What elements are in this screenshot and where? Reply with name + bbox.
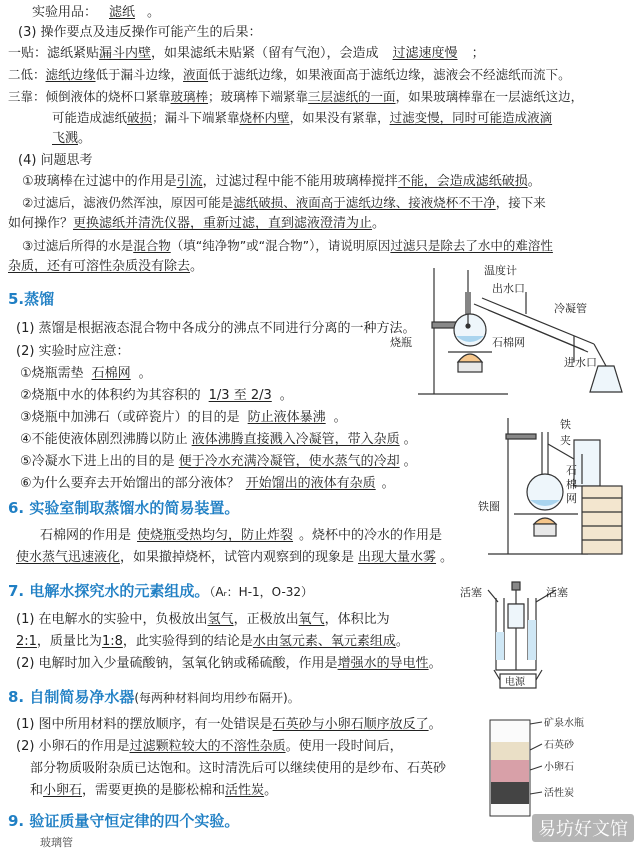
answer: 过滤只是除去了水中的难溶性 — [390, 238, 553, 253]
answer: 更换滤纸并清洗仪器，重新过滤，直到滤液澄清为止 — [73, 216, 373, 231]
answer: 1:8 — [101, 634, 123, 649]
fig-char-1: 铁 — [560, 418, 571, 431]
section-7-title: 7. 电解水探究水的元素组成。（Aᵣ：H-1，O-32） — [8, 582, 314, 600]
sankao-line-2: 可能造成滤纸破损；漏斗下端紧靠烧杯内壁，如果没有紧靠，过滤变慢，同时可能造成液滴 — [52, 110, 553, 125]
section-6-title: 6. 实验室制取蒸馏水的简易装置。 — [8, 499, 240, 517]
bottle-label: 矿泉水瓶 — [544, 718, 584, 729]
erdi-line: 二低：滤纸边缘低于漏斗边缘，液面低于滤纸边缘，如果液面高于滤纸边缘，滤液会不经滤纸而流下。 — [8, 67, 571, 82]
answer: 使水蒸气迅速液化 — [16, 550, 121, 565]
sankao-line-3: 飞溅。 — [52, 131, 92, 146]
electrolysis-figure — [460, 580, 590, 690]
answer: 液体沸腾直接溅入冷凝管，带入杂质 — [191, 432, 400, 447]
answer: 开始馏出的液体有杂质 — [245, 476, 376, 491]
section-8-subtitle: (每两种材料间均用纱布隔开)。 — [134, 691, 300, 705]
answer: 使烧瓶受热均匀，防止炸裂 — [137, 528, 294, 543]
section-8-title: 8. 自制简易净水器(每两种材料间均用纱布隔开)。 — [8, 688, 300, 706]
watermark: 易坊好文馆 — [532, 814, 634, 842]
s7-line-3: (2) 电解时加入少量硫酸钠，氢氧化钠或稀硫酸，作用是增强水的导电性。 — [16, 656, 442, 671]
answer: 石棉网 — [91, 366, 131, 381]
yitie-line: 一贴：滤纸紧贴漏斗内壁，如果滤纸未贴紧（留有气泡），会造成 过滤速度慢 ； — [8, 46, 485, 61]
question-3b: 杂质，还有可溶性杂质没有除去。 — [8, 259, 204, 274]
question-title: (4) 问题思考 — [18, 153, 93, 168]
s5-line-6: ④不能使液体剧烈沸腾以防止 液体沸腾直接溅入冷凝管，带入杂质 。 — [20, 432, 417, 447]
sankao-line-1: 三靠：倾倒液体的烧杯口紧靠玻璃棒；玻璃棒下端紧靠三层滤纸的一面，如果玻璃棒靠在一层滤纸这边， — [8, 89, 584, 104]
answer: 不能，会造成滤纸破损 — [397, 174, 528, 189]
cut-off-label: 玻璃管 — [40, 836, 73, 849]
s8-line-3: 部分物质吸附杂质已达饱和。这时清洗后可以继续使用的是纱布、石英砂 — [30, 761, 447, 776]
answer: 杂质，还有可溶性杂质没有除去 — [8, 259, 191, 274]
s5-line-5: ③烧瓶中加沸石（或碎瓷片）的目的是 防止液体暴沸 。 — [20, 410, 347, 425]
answer: 活性炭 — [225, 783, 265, 798]
fig-char-4: 棉 — [566, 478, 577, 491]
distillation-figure — [388, 262, 634, 402]
answer: 滤纸破损、液面高于滤纸边缘、接液烧杯不干净 — [233, 195, 496, 210]
question-1: ①玻璃棒在过滤中的作用是引流，过滤过程中能不能用玻璃棒搅拌不能，会造成滤纸破损。 — [22, 174, 541, 189]
answer: 过滤速度慢 — [392, 46, 458, 61]
fig-char-2: 夹 — [560, 434, 571, 447]
question-2b: 如何操作？更换滤纸并清洗仪器，重新过滤，直到滤液澄清为止。 — [8, 216, 386, 231]
answer: 混合物 — [133, 238, 171, 253]
asbestos-label: 石棉网 — [492, 336, 525, 349]
inlet-label: 进水口 — [564, 356, 597, 369]
s8-line-4: 和小卵石，需要更换的是膨松棉和活性炭。 — [30, 783, 278, 798]
fig-char-5: 网 — [566, 492, 577, 505]
water-filter-figure — [480, 712, 630, 818]
simple-distill-figure — [478, 414, 628, 566]
iron-ring-label: 铁圈 — [478, 500, 500, 513]
s5-line-1: (1) 蒸馏是根据液态混合物中各成分的沸点不同进行分离的一种方法。 — [16, 321, 416, 336]
answer: 烧杯内壁 — [239, 110, 290, 125]
answer: 出现大量水雾 — [358, 550, 437, 565]
answer: 滤纸 — [109, 5, 136, 20]
supplies-line: 实验用品： 滤纸 。 — [32, 5, 161, 20]
answer: 氧气 — [298, 612, 325, 627]
answer: 三层滤纸的一面 — [308, 89, 396, 104]
s5-line-8: ⑥为什么要弃去开始馏出的部分液体？ 开始馏出的液体有杂质 。 — [20, 476, 395, 491]
pebble-label: 小卵石 — [544, 762, 574, 773]
condenser-label: 冷凝管 — [554, 302, 587, 315]
quartz-label: 石英砂 — [544, 740, 574, 751]
answer: 2:1 — [16, 634, 37, 649]
s5-line-7: ⑤冷凝水下进上出的目的是 便于冷水充满冷凝管，使水蒸气的冷却 。 — [20, 454, 417, 469]
section-5-title: 5.蒸馏 — [8, 290, 55, 308]
section-9-title: 9. 验证质量守恒定律的四个实验。 — [8, 812, 240, 830]
s8-line-1: (1) 图中所用材料的摆放顺序，有一处错误是石英砂与小卵石顺序放反了。 — [16, 717, 442, 732]
power-label: 电源 — [505, 677, 525, 688]
answer: 滤纸边缘 — [45, 67, 96, 82]
answer: 水由氢元素、氧元素组成 — [252, 634, 396, 649]
question-3a: ③过滤后所得的水是混合物（填“纯净物”或“混合物”），请说明原因过滤只是除去了水中的难溶性 — [22, 238, 553, 253]
outlet-label: 出水口 — [492, 282, 525, 295]
s8-line-2: (2) 小卵石的作用是过滤颗粒较大的不溶性杂质。使用一段时间后， — [16, 739, 403, 754]
thermometer-label: 温度计 — [484, 264, 517, 277]
question-2a: ②过滤后，滤液仍然浑浊，原因可能是滤纸破损、液面高于滤纸边缘、接液烧杯不干净，接下来 — [22, 195, 546, 210]
answer: 增强水的导电性 — [337, 656, 429, 671]
s5-line-4: ②烧瓶中水的体积约为其容积的 1/3 至 2/3 。 — [20, 388, 293, 403]
answer: 液面 — [183, 67, 209, 82]
ops-title: (3) 操作要点及违反操作可能产生的后果： — [18, 25, 262, 40]
answer: 石英砂与小卵石顺序放反了 — [272, 717, 429, 732]
s5-line-2: (2) 实验时应注意： — [16, 344, 130, 359]
answer: 1/3 至 2/3 — [208, 388, 272, 403]
s6-line-2: 使水蒸气迅速液化，如果撤掉烧杯，试管内观察到的现象是 出现大量水雾 。 — [16, 550, 454, 565]
answer: 飞溅 — [52, 131, 79, 146]
section-7-subtitle: （Aᵣ：H-1，O-32） — [209, 585, 314, 599]
valve-label-right: 活塞 — [546, 586, 568, 599]
answer: 引流 — [176, 174, 203, 189]
answer: 漏斗内壁 — [99, 46, 152, 61]
answer: 过滤颗粒较大的不溶性杂质 — [129, 739, 286, 754]
s7-line-1: (1) 在电解水的实验中，负极放出氢气，正极放出氧气，体积比为 — [16, 612, 390, 627]
answer: 氢气 — [207, 612, 234, 627]
answer: 过滤变慢，同时可能造成液滴 — [389, 110, 553, 125]
answer: 便于冷水充满冷凝管，使水蒸气的冷却 — [178, 454, 400, 469]
carbon-label: 活性炭 — [544, 788, 574, 799]
fig-char-3: 石 — [566, 464, 577, 477]
s5-line-3: ①烧瓶需垫 石棉网 。 — [20, 366, 152, 381]
s7-line-2: 2:1，质量比为1:8，此实验得到的结论是水由氢元素、氧元素组成。 — [16, 634, 409, 649]
answer: 破损 — [127, 110, 153, 125]
valve-label-left: 活塞 — [460, 586, 482, 599]
flask-label: 烧瓶 — [390, 336, 412, 349]
answer: 玻璃棒 — [170, 89, 209, 104]
s6-line-1: 石棉网的作用是 使烧瓶受热均匀，防止炸裂 。烧杯中的冷水的作用是 — [40, 528, 443, 543]
answer: 小卵石 — [43, 783, 83, 798]
answer: 防止液体暴沸 — [247, 410, 326, 425]
